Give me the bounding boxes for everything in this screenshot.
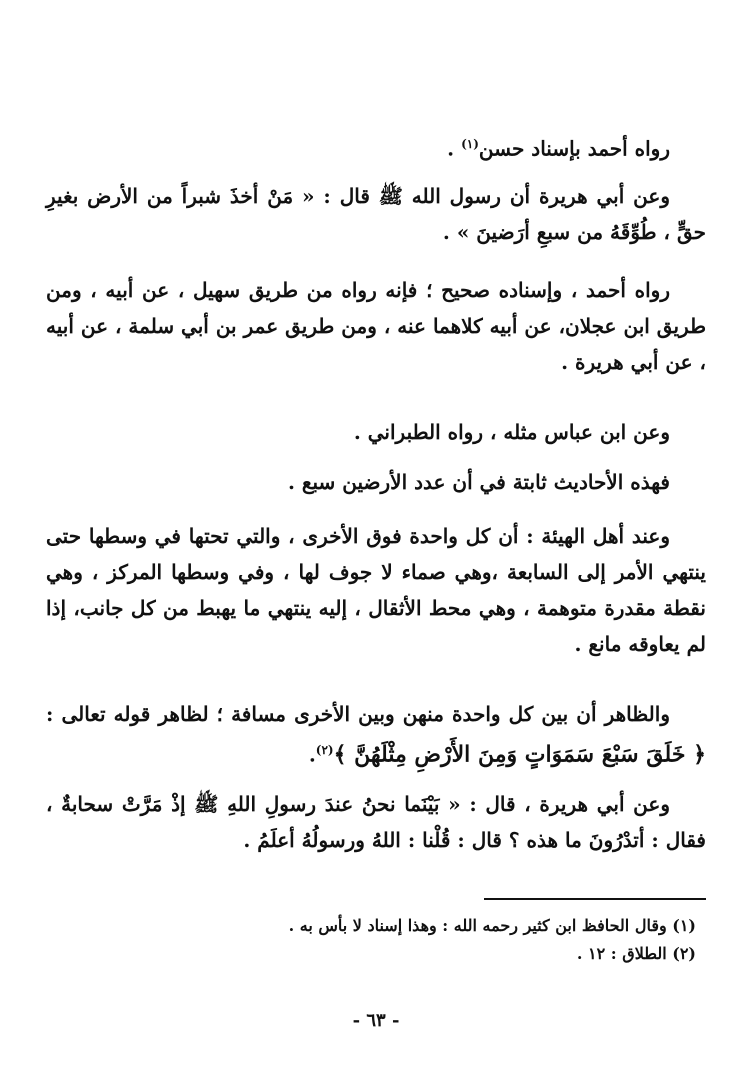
footnote-divider: [484, 898, 706, 900]
paragraph-3: [46, 272, 706, 380]
page-number: - ٦٣ -: [352, 1010, 400, 1031]
paragraph-tail: .: [308, 742, 316, 767]
paragraph-8: [46, 786, 706, 858]
paragraph-text: رواه أحمد ، وإسناده صحيح ؛ فإنه رواه من طريق سهيل ، عن أبيه ، ومن طريق ابن عجلان، عن أبيه كلاهما عنه ، ومن طريق عمر بن أبي سلمة ، عن أبيه ، عن أبي هريرة .: [46, 278, 706, 374]
quran-verse: ﴿ خَلَقَ سَبْعَ سَمَوَاتٍ وَمِنَ الأَرْضِ مِثْلَهُنَّ ﴾: [333, 741, 706, 768]
paragraph-text: وعن أبي هريرة أن رسول الله ﷺ قال : « مَنْ أخذَ شبراً من الأرض بغيرِ حقٍّ ، طُوِّقَهُ من سبعِ أرَضينَ » .: [46, 184, 706, 244]
paragraph-text: رواه أحمد بإسناد حسن: [478, 136, 670, 161]
paragraph-text: فهذه الأحاديث ثابتة في أن عدد الأرضين سبع .: [287, 470, 670, 494]
paragraph-text: والظاهر أن بين كل واحدة منهن وبين الأخرى مسافة ؛ لظاهر قوله تعالى :: [46, 702, 670, 726]
paragraph-6: [46, 518, 706, 662]
paragraph-1: [46, 126, 706, 167]
footnote-1: (١) وقال الحافظ ابن كثير رحمه الله : وهذا إسناد لا بأس به .: [288, 916, 696, 935]
paragraph-text: وعن أبي هريرة ، قال : « بَيْنَما نحنُ عندَ رسولِ اللهِ ﷺ إذْ مَرَّتْ سحابةٌ ، فقال : أتدْرُونَ ما هذه ؟ قال : قُلْنا : اللهُ ورسولُهُ أعلَمُ .: [46, 792, 706, 852]
paragraph-2: [46, 178, 706, 250]
footnote-2: (٢) الطلاق : ١٢ .: [576, 944, 696, 963]
paragraph-7: [46, 696, 706, 773]
footnote-ref: (٢): [315, 743, 334, 757]
paragraph-5: [46, 464, 706, 500]
footnote-ref: (١): [461, 137, 479, 151]
paragraph-text: وعن ابن عباس مثله ، رواه الطبراني .: [353, 420, 670, 444]
paragraph-4: [46, 414, 706, 450]
paragraph-tail: .: [447, 136, 462, 161]
paragraph-text: وعند أهل الهيئة : أن كل واحدة فوق الأخرى ، والتي تحتها في وسطها حتى ينتهي الأمر إلى السابعة ،وهي صماء لا جوف لها ، وفي وسطها المركز ، وهي نقطة مقدرة متوهمة ، وهي محط الأثقال ، إليه ينتهي ما يهبط من كل جانب، إذا لم يعاوقه مانع .: [46, 524, 706, 656]
